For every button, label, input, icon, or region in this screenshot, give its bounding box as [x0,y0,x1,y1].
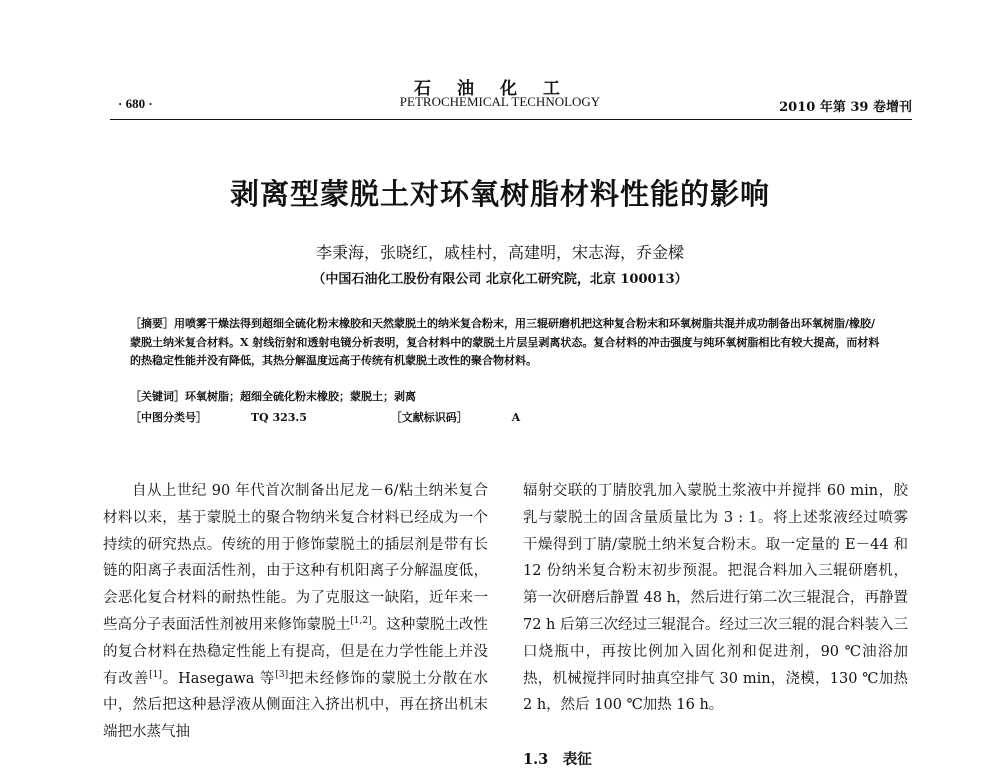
paper-title: 剥离型蒙脱土对环氧树脂材料性能的影响 [229,177,770,211]
clc-block [130,411,347,424]
citation-1: [1] [149,669,162,680]
keywords [130,388,416,404]
affiliation: （中国石油化工股份有限公司 北京化工研究院，北京 100013） [312,272,688,287]
abstract-text: 用喷雾干燥法得到超细全硫化粉末橡胶和天然蒙脱土的纳米复合粉末，用三辊研磨机把这种复合粉末和环氧树脂共混并成功制备出环氧树脂/橡胶/蒙脱土纳米复合材料。X 射线衍射和透射电镜分析表明，复合材料中的蒙脱土片层呈剥离状态。复合材料的冲击强度与纯环氧树脂相比有较大提高，而材料的热稳定性能并没有降低，其热分解温度远高于传统有机蒙脱土改性的聚合物材料。 [130,317,880,367]
abstract-label: ［摘要］ [130,317,174,330]
classification [130,409,600,425]
intro-text-1: 自从上世纪 90 年代首次制备出尼龙－6/粘土纳米复合材料以来，基于蒙脱土的聚合物纳米复合材料已经成为一个持续的研究热点。传统的用于修饰蒙脱土的插层剂是带有长链的阳离子表面活性剂，由于这种有机阳离子分解温度低，会恶化复合材料的耐热性能。为了克服这一缺陷，近年来一些高分子表面活性剂被用来修饰蒙脱土 [103,483,488,633]
abstract [130,315,880,371]
keywords-text: 环氧树脂；超细全硫化粉末橡胶；蒙脱土；剥离 [185,390,416,403]
page-number: · 680 · [118,96,153,111]
clc-label: ［中图分类号］ [130,411,207,424]
body-column-left [103,478,488,746]
header-rule [110,119,912,120]
method-paragraph: 辐射交联的丁腈胶乳加入蒙脱土浆液中并搅拌 60 min，胶乳与蒙脱土的固含量质量比为 3 : 1。将上述浆液经过喷雾干燥得到丁腈/蒙脱土纳米复合粉末。取一定量的 E－44 和 12 份纳米复合粉末初步预混。把混合料加入三辊研磨机，第一次研磨后静置 48 h，然后进行第二次三辊混合，再静置 72 h 后第三次经过三辊混合。经过三次三辊的混合料装入三口烧瓶中，再按比例加入固化剂和促进剂，90 ℃油浴加热，机械搅拌同时抽真空排气 30 min，浇模，130 ℃加热 2 h，然后 100 ℃加热 16 h。 [523,483,909,714]
doc-code-value: A [511,411,521,424]
intro-text-2: 。这种蒙脱土改性的复合材料在热稳定性能上有提高，但是在力学性能上并没有改善 [103,616,489,687]
intro-text-4: 把未经修饰的蒙脱土分散在水中，然后把这种悬浮液从侧面注入挤出机中，再在挤出机末端把水蒸气抽 [103,670,489,741]
author-list: 李秉海，张晓红，戚桂村，高建明，宋志海，乔金樑 [315,243,684,262]
citation-1-2: [1,2] [350,616,372,627]
journal-title-en: PETROCHEMICAL TECHNOLOGY [399,94,601,109]
intro-text-3: 。Hasegawa 等 [161,670,276,687]
doc-code-block [391,411,560,424]
intro-paragraph [103,478,488,746]
citation-3: [3] [275,669,289,680]
section-heading: 1.3 表征 [523,751,592,768]
keywords-label: ［关键词］ [130,390,185,403]
body-column-right [523,478,908,719]
journal-title-cn: 石油化工 [414,79,586,99]
doc-code-label: ［文献标识码］ [390,411,468,424]
issue-label: 2010 年第 39 卷增刊 [779,100,912,115]
clc-value: TQ 323.5 [250,411,307,424]
